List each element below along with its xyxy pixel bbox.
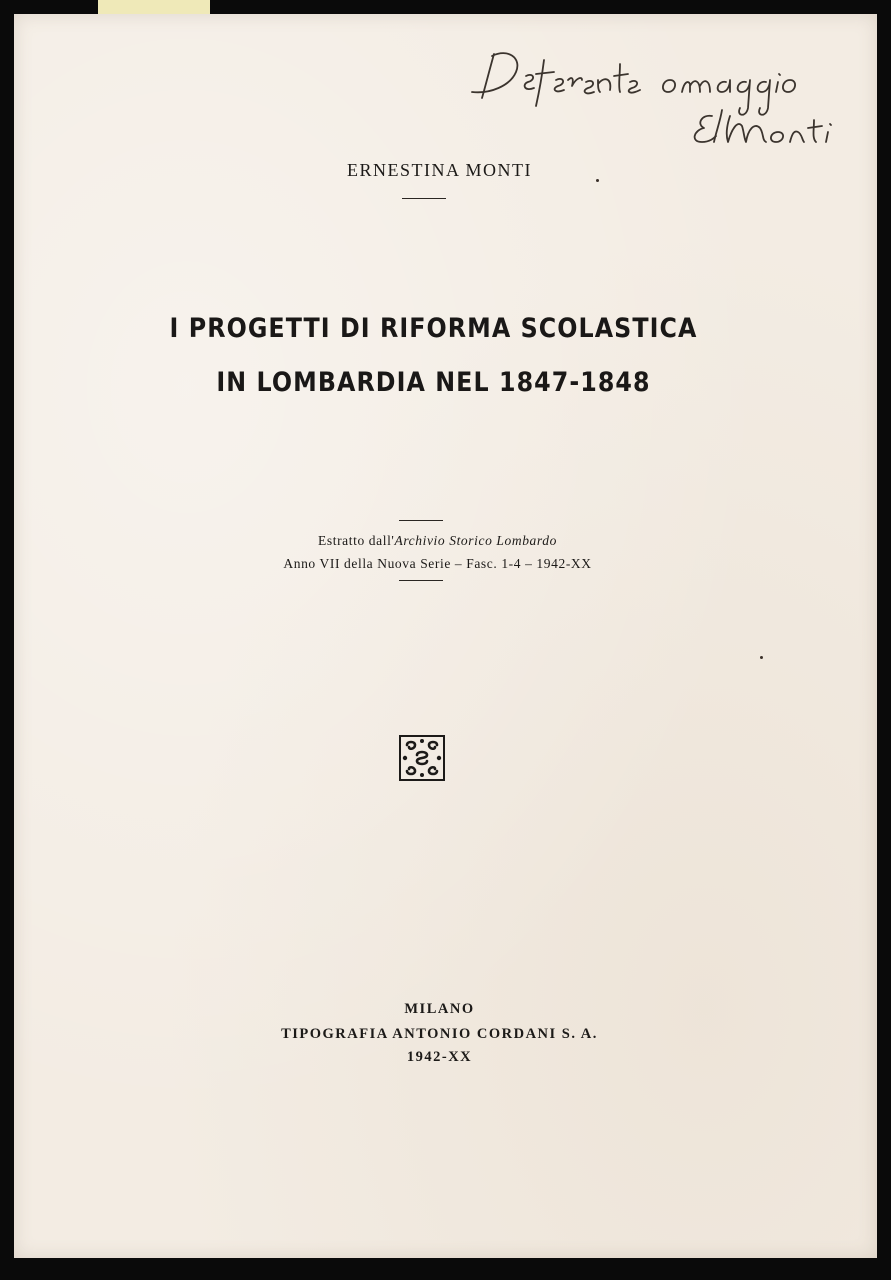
- paper-speck: [760, 656, 763, 659]
- handwritten-dedication: [464, 36, 844, 146]
- imprint-printer: TIPOGRAFIA ANTONIO CORDANI S. A.: [281, 1026, 598, 1042]
- title-line-2: IN LOMBARDIA NEL 1847-1848: [216, 367, 651, 398]
- extract-prefix: Estratto dall': [318, 533, 395, 548]
- imprint-year: 1942-XX: [406, 1049, 473, 1065]
- paper-speck: [596, 179, 599, 182]
- journal-name: Archivio Storico Lombardo: [394, 533, 557, 548]
- author-rule: [402, 198, 446, 199]
- title-line-1: I PROGETTI DI RIFORMA SCOLASTICA: [169, 313, 698, 344]
- author-name: ERNESTINA MONTI: [347, 160, 532, 180]
- extract-rule-top: [399, 520, 443, 521]
- imprint-city: MILANO: [404, 1001, 475, 1017]
- extract-line-1: [6, 533, 869, 549]
- yellow-tab-strip: [98, 0, 210, 14]
- title-page: [14, 14, 877, 1258]
- extract-rule-bottom: [399, 580, 443, 581]
- printer-ornament-icon: [399, 735, 445, 781]
- extract-line-2: Anno VII della Nuova Serie – Fasc. 1-4 – 1942-XX: [283, 556, 592, 571]
